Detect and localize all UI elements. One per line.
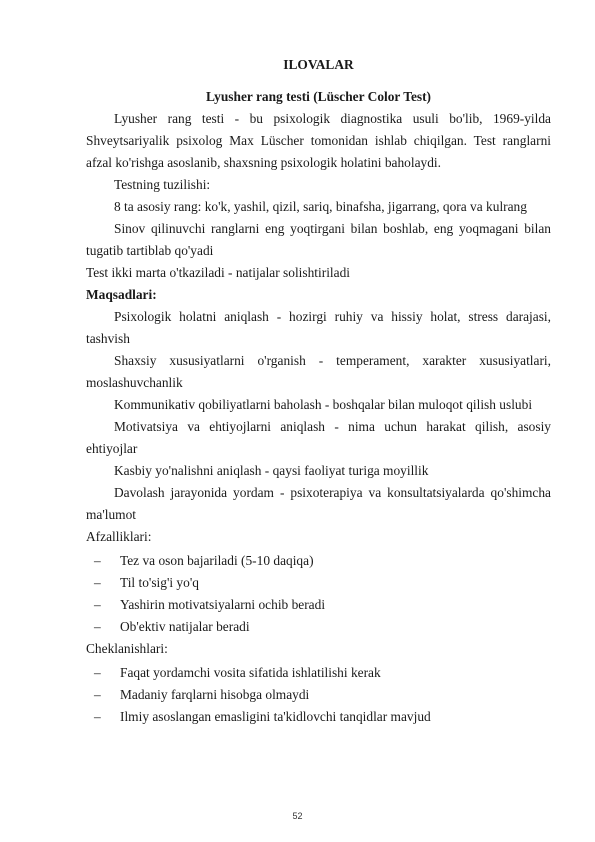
- goal-item: Shaxsiy xususiyatlarni o'rganish - temperament, xarakter xususiyatlari, moslashuvchanlik: [86, 353, 551, 390]
- goal-item: Kasbiy yo'nalishni aniqlash - qaysi faoliyat turiga moyillik: [114, 463, 429, 478]
- dash-marker: –: [94, 553, 101, 568]
- page-content: [86, 54, 551, 728]
- dash-marker: –: [94, 687, 101, 702]
- limitations-list: [86, 662, 551, 728]
- list-item: [86, 594, 551, 616]
- goal-item: Motivatsiya va ehtiyojlarni aniqlash - nima uchun harakat qilish, asosiy ehtiyojlar: [86, 419, 551, 456]
- limitations-heading: Cheklanishlari:: [86, 641, 168, 656]
- structure-item: 8 ta asosiy rang: ko'k, yashil, qizil, sariq, binafsha, jigarrang, qora va kulrang: [114, 199, 527, 214]
- list-item-text: Ilmiy asoslangan emasligini ta'kidlovchi tanqidlar mavjud: [120, 709, 431, 724]
- list-item: [86, 572, 551, 594]
- structure-item: Sinov qilinuvchi ranglarni eng yoqtirgani bilan boshlab, eng yoqmagani bilan tugatib tartiblab qo'yadi: [86, 221, 551, 258]
- dash-marker: –: [94, 709, 101, 724]
- structure-item: Test ikki marta o'tkaziladi - natijalar solishtiriladi: [86, 265, 351, 280]
- list-item: [86, 684, 551, 706]
- intro-paragraph: Lyusher rang testi - bu psixologik diagnostika usuli bo'lib, 1969-yilda Shveytsariyalik psixolog Max Lüscher tomonidan ishlab chiqilgan. Test ranglarni afzal ko'rishga asoslanib, shaxsning psixologik holatini baholaydi.: [86, 111, 551, 170]
- structure-heading: Testning tuzilishi:: [114, 177, 211, 192]
- page-title: ILOVALAR: [283, 57, 354, 72]
- list-item: [86, 550, 551, 572]
- list-item-text: Tez va oson bajariladi (5-10 daqiqa): [120, 553, 314, 568]
- dash-marker: –: [94, 619, 101, 634]
- goal-item: Davolash jarayonida yordam - psixoterapiya va konsultatsiyalarda qo'shimcha ma'lumot: [86, 485, 551, 522]
- dash-marker: –: [94, 597, 101, 612]
- goals-heading: Maqsadlari:: [86, 287, 157, 302]
- list-item-text: Yashirin motivatsiyalarni ochib beradi: [120, 597, 326, 612]
- list-item: [86, 616, 551, 638]
- section-title: Lyusher rang testi (Lüscher Color Test): [205, 89, 432, 104]
- advantages-heading: Afzalliklari:: [86, 529, 152, 544]
- list-item-text: Madaniy farqlarni hisobga olmaydi: [120, 687, 310, 702]
- list-item: [86, 662, 551, 684]
- dash-marker: –: [94, 575, 101, 590]
- goal-item: Psixologik holatni aniqlash - hozirgi ruhiy va hissiy holat, stress darajasi, tashvish: [86, 309, 551, 346]
- page-number: 52: [292, 811, 303, 821]
- list-item-text: Til to'sig'i yo'q: [120, 575, 199, 590]
- goal-item: Kommunikativ qobiliyatlarni baholash - boshqalar bilan muloqot qilish uslubi: [114, 397, 533, 412]
- dash-marker: –: [94, 665, 101, 680]
- list-item-text: Ob'ektiv natijalar beradi: [120, 619, 250, 634]
- list-item-text: Faqat yordamchi vosita sifatida ishlatilishi kerak: [120, 665, 381, 680]
- list-item: [86, 706, 551, 728]
- advantages-list: [86, 550, 551, 638]
